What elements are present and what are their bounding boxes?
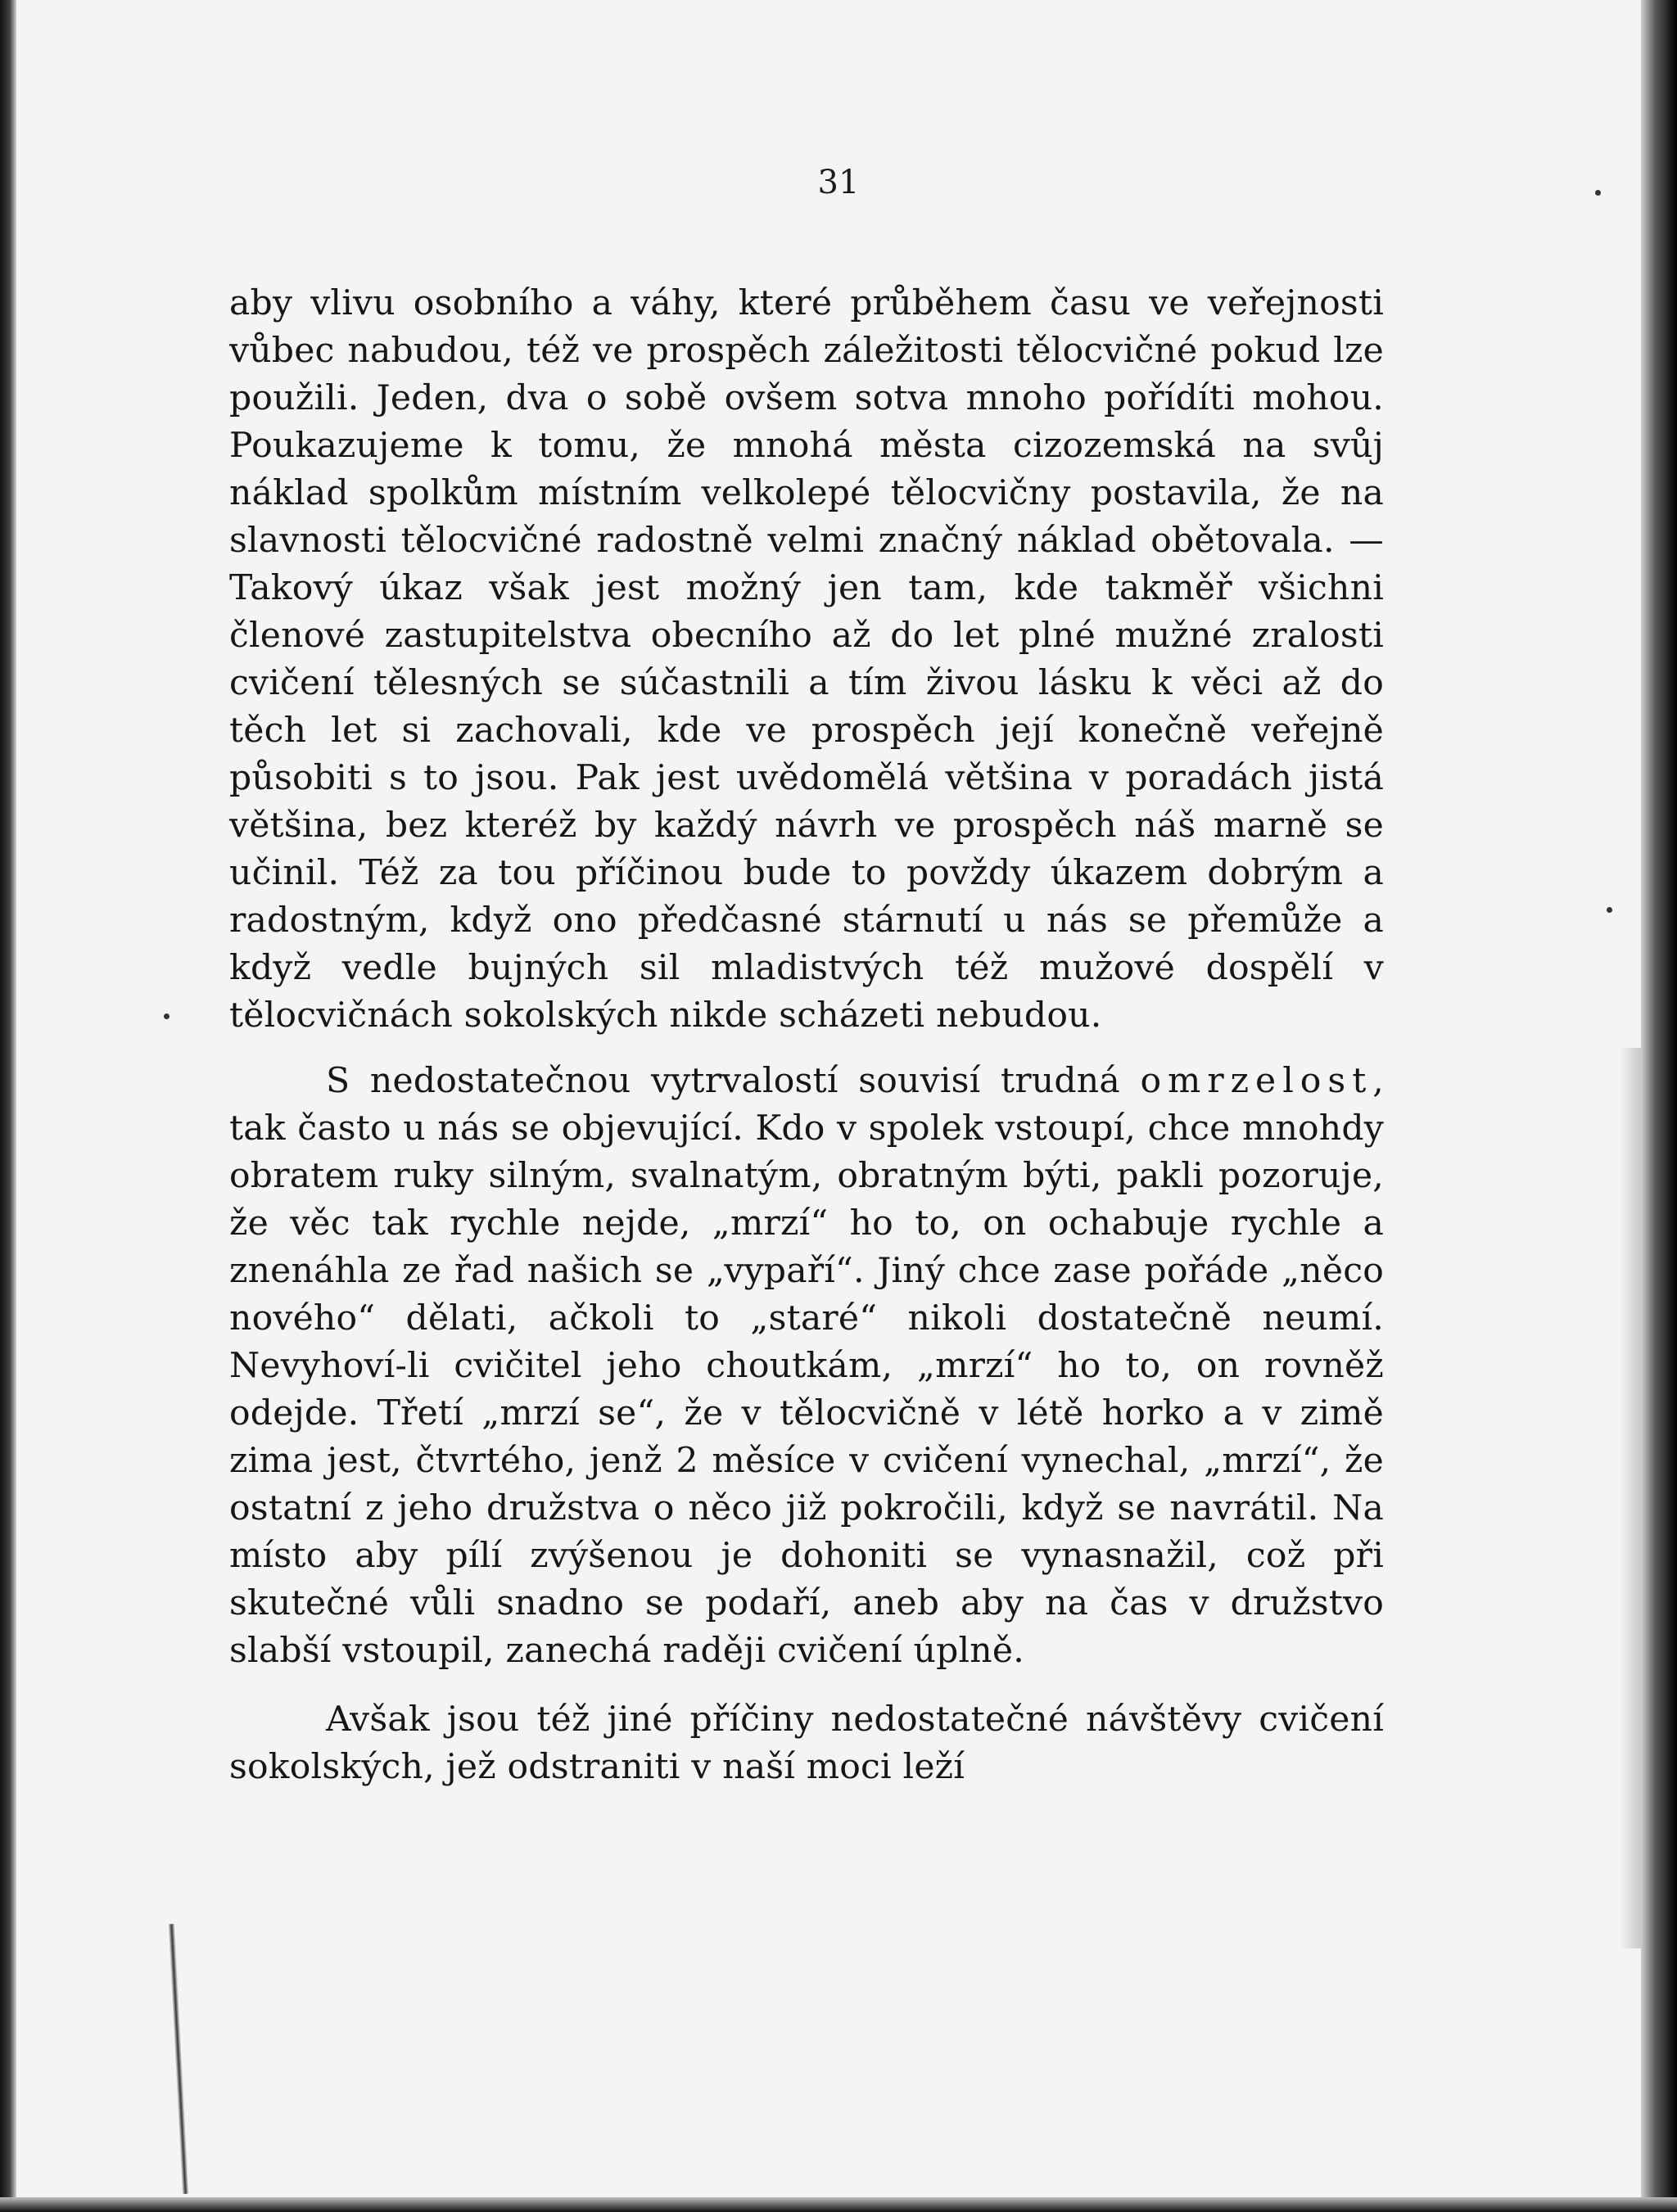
paragraph-2 xyxy=(229,1058,1384,1675)
page-number: 31 xyxy=(817,164,860,201)
paragraph-2-after: , tak často u nás se objevující. Kdo v spolek vstoupí, chce mnohdy obratem ruky silným, svalnatým, obratným býti, pakli pozoruje, že věc tak rychle nejde, „mrzí“ ho to, on ochabuje rychle a znenáhla ze řad našich se „vypaří“. Jiný chce zase pořáde „něco nového“ dělati, ačkoli to „staré“ nikoli dostatečně neumí. Nevyhoví-li cvičitel jeho choutkám, „mrzí“ ho to, on rovněž odejde. Třetí „mrzí se“, že v tělocvičně v létě horko a v zimě zima jest, čtvrtého, jenž 2 měsíce v cvičení vynechal, „mrzí“, že ostatní z jeho družstva o něco již pokročili, když se navrátil. Na místo aby pílí zvýšenou je dohoniti se vynasnažil, což při skutečné vůli snadno se podaří, aneb aby na čas v družstvo slabší vstoupil, zanechá raději cvičení úplně. xyxy=(229,1061,1384,1671)
paragraph-1: aby vlivu osobního a váhy, které průběhem času ve veřejnosti vůbec nabudou, též ve prospěch záležitosti tělocvičné pokud lze použili. Jeden, dva o sobě ovšem sotva mnoho pořídíti mohou. Poukazujeme k tomu, že mnohá města cizozemská na svůj náklad spolkům místním velkolepé tělocvičny postavila, že na slavnosti tělocvičné radostně velmi značný náklad obětovala. — Takový úkaz však jest možný jen tam, kde takměř všichni členové zastupitelstva obecního až do let plné mužné zralosti cvičení tělesných se súčastnili a tím živou lásku k věci až do těch let si zachovali, kde ve prospěch její konečně veřejně působiti s to jsou. Pak jest uvědomělá většina v poradách jistá většina, bez kteréž by každý návrh ve prospěch náš marně se učinil. Též za tou příčinou bude to povždy úkazem dobrým a radostným, když ono předčasné stárnutí u nás se přemůže a když vedle bujných sil mladistvých též mužové dospělí v tělocvičnách sokolských nikde scházeti nebudou. xyxy=(229,283,1384,1036)
scan-bottom-edge xyxy=(0,2197,1677,2212)
scan-right-edge xyxy=(1641,0,1677,2212)
scan-speck xyxy=(164,1013,170,1019)
paragraph-3: Avšak jsou též jiné příčiny nedostatečné návštěvy cvičení sokolských, jež odstraniti v naší moci leží xyxy=(229,1700,1384,1787)
body-text xyxy=(229,280,1384,1791)
paragraph-2-before: S nedostatečnou vytrvalostí souvisí trudná xyxy=(326,1061,1141,1101)
scan-right-shadow xyxy=(1620,1048,1641,1948)
scan-left-edge xyxy=(0,0,16,2212)
spaced-word: omrzelost xyxy=(1140,1061,1373,1101)
paper-crease xyxy=(168,1924,188,2194)
scan-speck xyxy=(1607,907,1612,913)
